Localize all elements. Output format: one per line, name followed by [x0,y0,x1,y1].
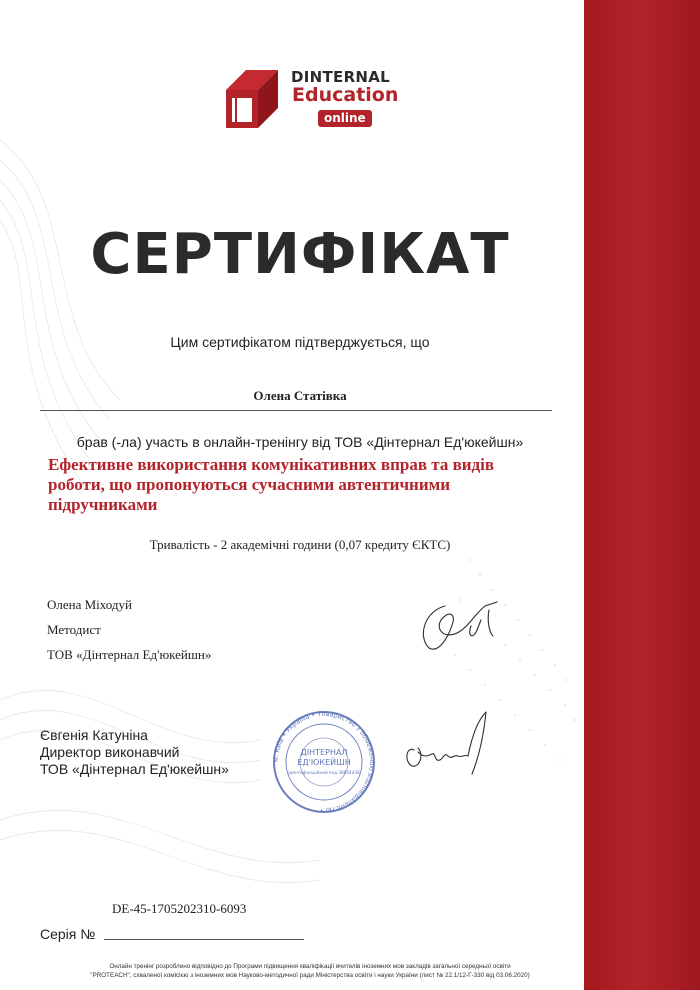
name-underline [40,410,552,411]
company-logo [220,66,400,130]
signatory-1-company: ТОВ «Дінтернал Ед'юкейшн» [47,647,212,662]
signatory-2-block [40,727,229,778]
signatory-2-role: Директор виконавчий [40,744,180,760]
serial-underline [104,939,304,940]
seal-text-1: ДІНТЕРНАЛ [300,748,348,757]
participation-text: брав (-ла) участь в онлайн-тренінгу від ТОВ «Дінтернал Ед'юкейшн» [76,434,524,450]
brand-line-2: Education [292,84,399,106]
confirmation-text: Цим сертифікатом підтверджується, що [170,334,430,350]
signature-1 [415,596,515,656]
serial-code: DE-45-1705202310-6093 [112,901,247,916]
seal-ring-text: м. Київ • Україна • Товариство з обмеженою відповідальністю • [271,710,377,814]
signature-2 [400,706,500,786]
signatory-2-name: Євгенія Катуніна [40,727,148,743]
signatory-2-company: ТОВ «Дінтернал Ед'юкейшн» [40,761,229,777]
recipient-name: Олена Статівка [253,388,347,403]
certificate-title: СЕРТИФІКАТ [90,222,510,287]
red-side-band [584,0,700,990]
signatory-1-block [47,592,211,667]
company-seal [264,710,384,814]
footnote-line-1: Онлайн тренінг розроблено відповідно до Програми підвищення кваліфікації вчителів іноземних мов закладів загальної середньої освіти [109,963,511,970]
footnote [40,962,580,980]
signatory-1-name: Олена Міходуй [47,597,132,612]
serial-label: Серія № [40,926,96,942]
seal-text-2: ЕД'ЮКЕЙШН [297,758,351,767]
course-title: Ефективне використання комунікативних вправ та видів роботи, що пропонуються сучасними автентичними підручниками [48,455,495,514]
duration-text: Тривалість - 2 академічні години (0,07 кредиту ЄКТС) [149,537,451,552]
book-logo-icon [220,68,284,130]
footnote-line-2: "PROTEACH", схваленої комісією з іноземних мов Науково-методичної ради Міністерства освіти і науки України (лист № 22.1/12-Г-330 від 03.06.2020) [90,972,530,979]
seal-code-text: Ідентифікаційний код 38644438 [288,770,360,775]
brand-line-1: DINTERNAL [291,68,391,86]
brand-line-3: online [318,110,372,127]
signatory-1-role: Методист [47,622,101,637]
